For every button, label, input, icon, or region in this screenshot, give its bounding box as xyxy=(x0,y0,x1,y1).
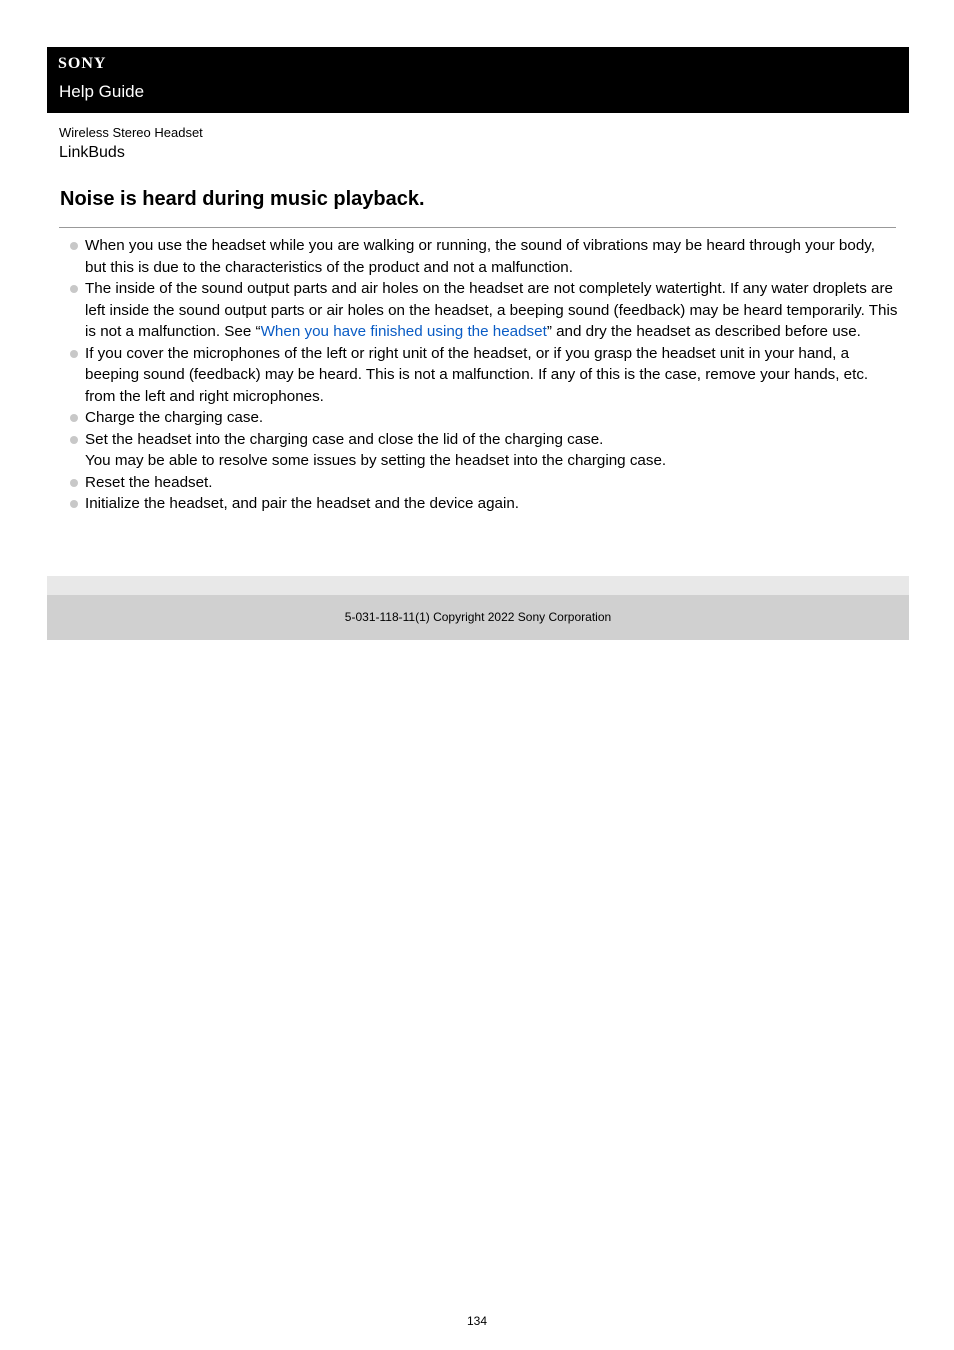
list-item-text: If you cover the microphones of the left or right unit of the headset, or if you grasp the headset unit in your hand, a beeping sound (feedback) may be heard. This is not a malfunction. If any of this is the case, remove your hands, etc. from the left and right microphones. xyxy=(85,344,869,405)
bullet-icon xyxy=(70,414,78,422)
page-footer xyxy=(47,595,909,640)
list-item-text: Reset the headset. xyxy=(85,473,213,491)
list-item xyxy=(70,472,900,494)
list-item-text: ” and dry the headset as described before use. xyxy=(546,323,861,340)
list-item-note: You may be able to resolve some issues by setting the headset into the charging case. xyxy=(85,452,667,469)
bullet-icon xyxy=(70,350,78,358)
list-item xyxy=(70,493,900,515)
page-number: 134 xyxy=(466,1314,488,1328)
bullet-icon xyxy=(70,285,78,293)
list-item-text: Set the headset into the charging case and close the lid of the charging case. xyxy=(85,430,604,448)
list-item-text: Initialize the headset, and pair the headset and the device again. xyxy=(85,495,520,512)
list-item-text: When you use the headset while you are walking or running, the sound of vibrations may be heard through your body, but this is due to the characteristics of the product and not a malfunction. xyxy=(85,237,875,276)
troubleshooting-list xyxy=(70,235,900,515)
page-title: Noise is heard during music playback. xyxy=(60,188,425,210)
list-item xyxy=(70,235,900,278)
copyright-text: 5-031-118-11(1) Copyright 2022 Sony Corporation xyxy=(344,610,612,624)
list-item-text: The inside of the sound output parts and air holes on the headset are not completely watertight. If any water droplets are left inside the sound output parts or air holes on the headset, a beeping sound (feedback) may be heard temporarily. This is not a malfunction. See “ xyxy=(85,280,898,340)
title-divider xyxy=(59,227,896,228)
product-model: LinkBuds xyxy=(59,144,125,161)
bullet-icon xyxy=(70,500,78,508)
page-header xyxy=(47,47,909,113)
help-guide-title: Help Guide xyxy=(59,82,145,101)
finished-using-headset-link[interactable]: When you have finished using the headset xyxy=(260,323,547,340)
bullet-icon xyxy=(70,479,78,487)
product-category: Wireless Stereo Headset xyxy=(59,125,203,140)
sony-logo: SONY xyxy=(58,55,107,72)
list-item xyxy=(70,429,900,472)
bullet-icon xyxy=(70,436,78,444)
bullet-icon xyxy=(70,242,78,250)
list-item-text: Charge the charging case. xyxy=(85,409,264,426)
list-item xyxy=(70,343,900,408)
list-item xyxy=(70,278,900,343)
list-item xyxy=(70,407,900,429)
footer-spacer xyxy=(47,576,909,595)
